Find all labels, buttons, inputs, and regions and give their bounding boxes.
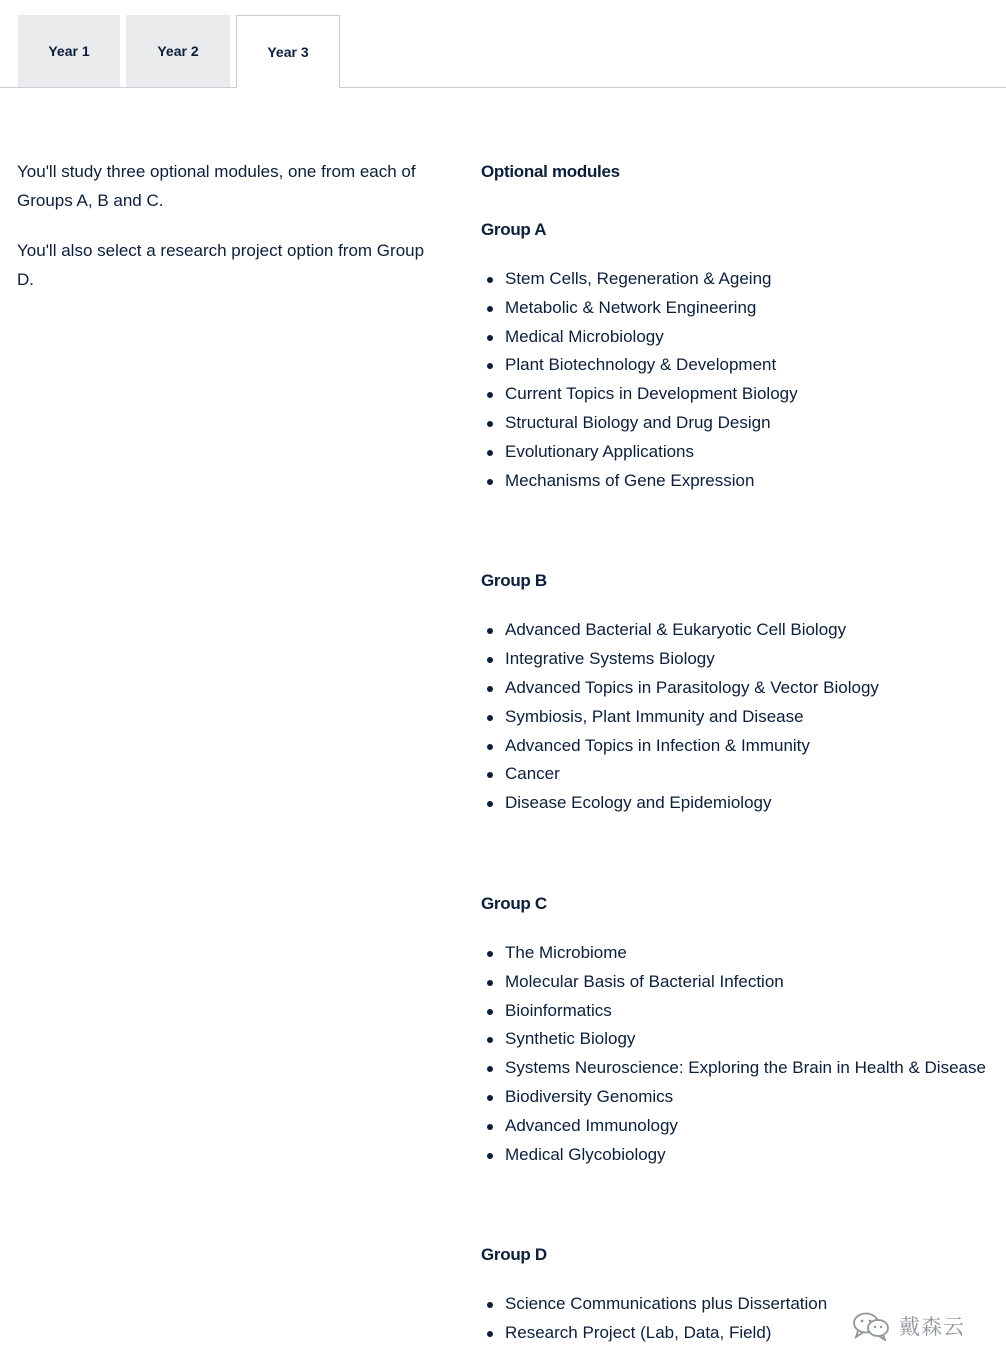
list-item: Cancer (481, 760, 991, 789)
list-item: Symbiosis, Plant Immunity and Disease (481, 703, 991, 732)
list-item: Synthetic Biology (481, 1025, 991, 1054)
list-item: Current Topics in Development Biology (481, 380, 991, 409)
list-item: Bioinformatics (481, 997, 991, 1026)
list-item: Biodiversity Genomics (481, 1083, 991, 1112)
list-item: Research Project (Lab, Data, Field) (481, 1319, 991, 1348)
group-c-heading: Group C (481, 893, 547, 913)
group-a-heading: Group A (481, 220, 547, 239)
group-a-list (481, 265, 991, 495)
list-item: Evolutionary Applications (481, 438, 991, 467)
optional-modules-heading: Optional modules (481, 162, 620, 181)
list-item: Medical Glycobiology (481, 1141, 991, 1170)
list-item: Mechanisms of Gene Expression (481, 467, 991, 496)
list-item: Advanced Topics in Parasitology & Vector Biology (481, 674, 991, 703)
list-item: Molecular Basis of Bacterial Infection (481, 968, 991, 997)
watermark (851, 1310, 965, 1342)
list-item: Integrative Systems Biology (481, 645, 991, 674)
year-tabs (0, 0, 1006, 88)
intro-paragraph: You'll also select a research project option from Group D. (17, 241, 425, 289)
intro-paragraph: You'll study three optional modules, one from each of Groups A, B and C. (17, 162, 416, 210)
list-item: Medical Microbiology (481, 323, 991, 352)
list-item: Advanced Immunology (481, 1112, 991, 1141)
list-item: The Microbiome (481, 939, 991, 968)
tab-year-3[interactable]: Year 3 (236, 15, 340, 88)
list-item: Systems Neuroscience: Exploring the Brain in Health & Disease (481, 1054, 991, 1083)
wechat-icon (851, 1311, 891, 1341)
group-c-list (481, 939, 991, 1169)
list-item: Stem Cells, Regeneration & Ageing (481, 265, 991, 294)
optional-modules-section (481, 157, 991, 1348)
list-item: Metabolic & Network Engineering (481, 294, 991, 323)
tabs-divider (0, 87, 1006, 88)
group-d-heading: Group D (481, 1245, 547, 1265)
list-item: Advanced Topics in Infection & Immunity (481, 732, 991, 761)
group-b-heading: Group B (481, 571, 547, 591)
list-item: Disease Ecology and Epidemiology (481, 789, 991, 818)
intro-text (17, 157, 437, 315)
watermark-text: 戴森云 (899, 1315, 965, 1339)
tab-year-1[interactable]: Year 1 (18, 15, 120, 87)
list-item: Structural Biology and Drug Design (481, 409, 991, 438)
list-item: Advanced Bacterial & Eukaryotic Cell Biology (481, 616, 991, 645)
group-b-list (481, 616, 991, 818)
list-item: Science Communications plus Dissertation (481, 1290, 991, 1319)
tab-year-2[interactable]: Year 2 (126, 15, 230, 87)
list-item: Plant Biotechnology & Development (481, 351, 991, 380)
